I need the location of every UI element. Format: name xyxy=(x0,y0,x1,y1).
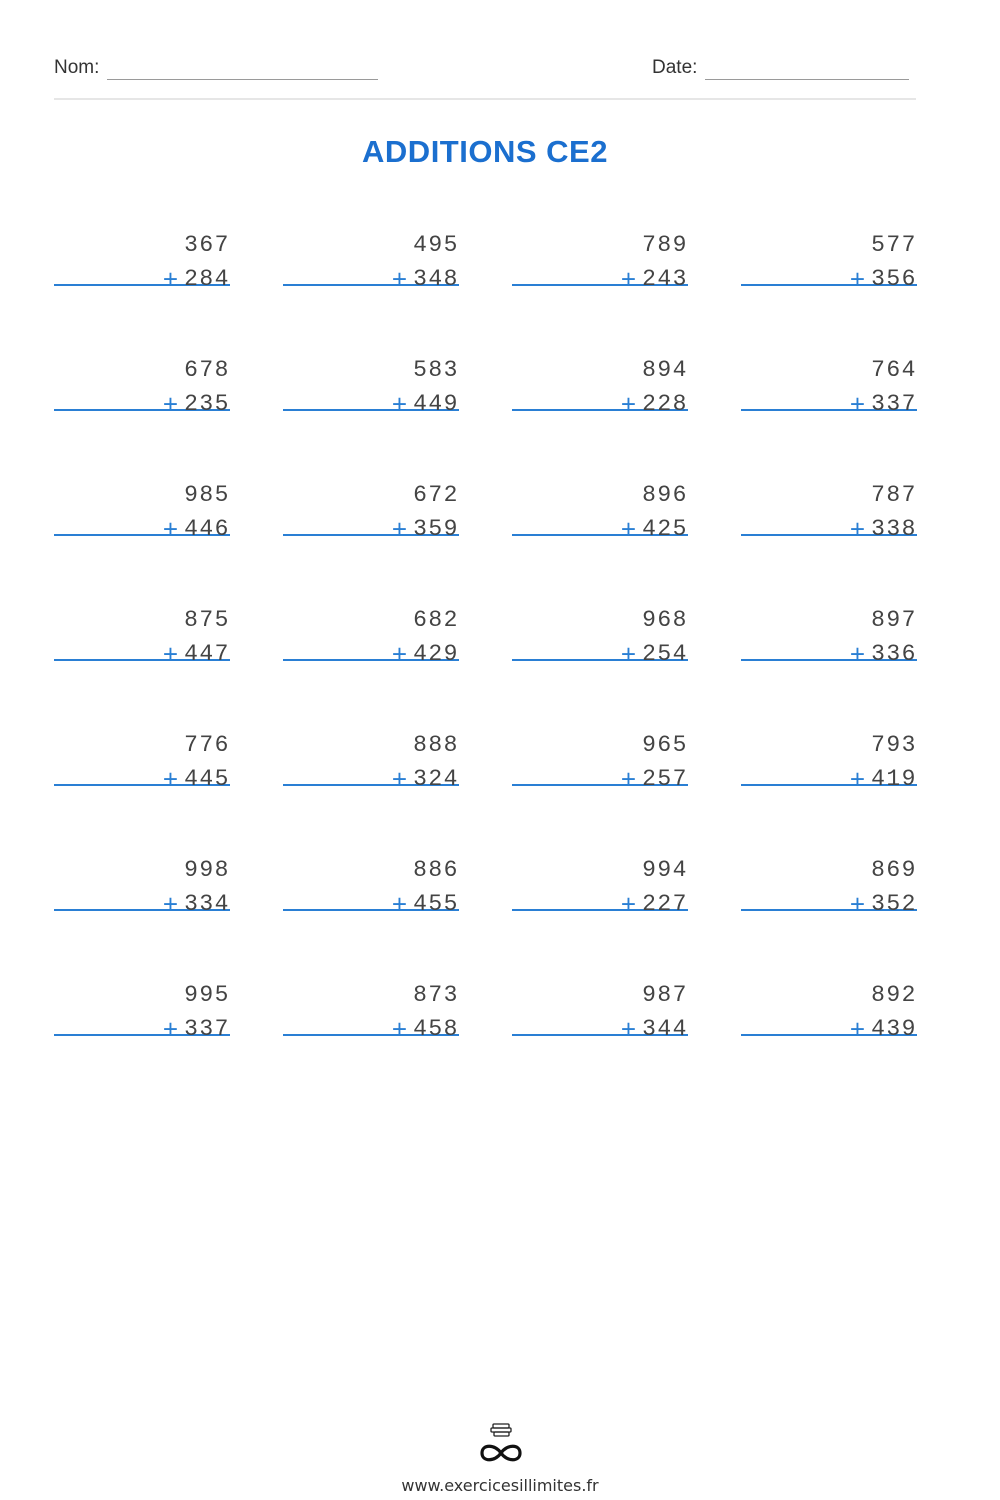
first-operand: 789 xyxy=(642,232,688,258)
second-operand: 352 xyxy=(871,891,917,917)
website-url: www.exercicesillimites.fr xyxy=(401,1476,599,1495)
addition-problem xyxy=(741,603,917,669)
plus-sign: + xyxy=(620,389,637,419)
plus-sign: + xyxy=(849,639,866,669)
addition-problem xyxy=(54,978,230,1044)
addition-problem xyxy=(54,853,230,919)
first-operand: 875 xyxy=(184,607,230,633)
addition-problem xyxy=(512,478,688,544)
second-row xyxy=(54,387,230,421)
plus-sign: + xyxy=(162,514,179,544)
second-row xyxy=(741,262,917,296)
addition-problem xyxy=(283,728,459,794)
second-row xyxy=(283,1012,459,1046)
first-operand: 682 xyxy=(413,607,459,633)
addition-problem xyxy=(512,228,688,294)
second-row xyxy=(283,512,459,546)
plus-sign: + xyxy=(391,514,408,544)
second-operand: 439 xyxy=(871,1016,917,1042)
second-row xyxy=(741,512,917,546)
second-row xyxy=(512,512,688,546)
second-operand: 334 xyxy=(184,891,230,917)
second-operand: 254 xyxy=(642,641,688,667)
plus-sign: + xyxy=(162,389,179,419)
first-operand: 892 xyxy=(871,982,917,1008)
first-operand: 897 xyxy=(871,607,917,633)
addition-problem xyxy=(283,353,459,419)
problems-grid xyxy=(54,228,917,1044)
second-row xyxy=(512,762,688,796)
first-operand: 995 xyxy=(184,982,230,1008)
date-label: Date: xyxy=(652,57,698,78)
second-operand: 449 xyxy=(413,391,459,417)
first-operand: 888 xyxy=(413,732,459,758)
addition-problem xyxy=(54,228,230,294)
plus-sign: + xyxy=(849,764,866,794)
second-operand: 458 xyxy=(413,1016,459,1042)
addition-problem xyxy=(54,728,230,794)
second-operand: 455 xyxy=(413,891,459,917)
infinity-books-icon xyxy=(474,1422,528,1466)
first-operand: 583 xyxy=(413,357,459,383)
plus-sign: + xyxy=(620,514,637,544)
first-operand: 968 xyxy=(642,607,688,633)
plus-sign: + xyxy=(849,514,866,544)
addition-problem xyxy=(741,478,917,544)
addition-problem xyxy=(54,603,230,669)
plus-sign: + xyxy=(391,389,408,419)
worksheet-title: ADDITIONS CE2 xyxy=(362,134,608,169)
second-row xyxy=(283,637,459,671)
first-operand: 495 xyxy=(413,232,459,258)
date-field xyxy=(652,56,909,80)
plus-sign: + xyxy=(620,264,637,294)
addition-problem xyxy=(512,978,688,1044)
plus-sign: + xyxy=(620,1014,637,1044)
first-operand: 998 xyxy=(184,857,230,883)
first-operand: 896 xyxy=(642,482,688,508)
addition-problem xyxy=(54,353,230,419)
second-operand: 344 xyxy=(642,1016,688,1042)
name-field xyxy=(54,56,378,80)
first-operand: 776 xyxy=(184,732,230,758)
second-row xyxy=(512,637,688,671)
addition-problem xyxy=(283,853,459,919)
second-operand: 446 xyxy=(184,516,230,542)
second-operand: 284 xyxy=(184,266,230,292)
second-row xyxy=(283,887,459,921)
plus-sign: + xyxy=(391,889,408,919)
plus-sign: + xyxy=(849,1014,866,1044)
first-operand: 367 xyxy=(184,232,230,258)
first-operand: 965 xyxy=(642,732,688,758)
addition-problem xyxy=(54,478,230,544)
plus-sign: + xyxy=(162,639,179,669)
second-row xyxy=(741,637,917,671)
plus-sign: + xyxy=(162,889,179,919)
second-row xyxy=(283,387,459,421)
second-operand: 429 xyxy=(413,641,459,667)
plus-sign: + xyxy=(620,639,637,669)
second-row xyxy=(512,387,688,421)
second-operand: 338 xyxy=(871,516,917,542)
addition-problem xyxy=(512,353,688,419)
second-operand: 324 xyxy=(413,766,459,792)
first-operand: 787 xyxy=(871,482,917,508)
first-operand: 869 xyxy=(871,857,917,883)
second-operand: 235 xyxy=(184,391,230,417)
second-row xyxy=(283,262,459,296)
second-operand: 337 xyxy=(871,391,917,417)
second-row xyxy=(54,887,230,921)
second-row xyxy=(283,762,459,796)
worksheet-header xyxy=(54,56,916,100)
first-operand: 672 xyxy=(413,482,459,508)
second-operand: 359 xyxy=(413,516,459,542)
second-row xyxy=(741,762,917,796)
second-row xyxy=(512,1012,688,1046)
second-row xyxy=(741,387,917,421)
plus-sign: + xyxy=(162,264,179,294)
second-row xyxy=(54,1012,230,1046)
addition-problem xyxy=(283,228,459,294)
plus-sign: + xyxy=(849,889,866,919)
second-row xyxy=(741,1012,917,1046)
second-row xyxy=(512,262,688,296)
first-operand: 764 xyxy=(871,357,917,383)
second-operand: 336 xyxy=(871,641,917,667)
addition-problem xyxy=(283,478,459,544)
plus-sign: + xyxy=(162,1014,179,1044)
plus-sign: + xyxy=(849,389,866,419)
first-operand: 577 xyxy=(871,232,917,258)
second-row xyxy=(54,262,230,296)
second-row xyxy=(512,887,688,921)
plus-sign: + xyxy=(391,264,408,294)
second-row xyxy=(741,887,917,921)
plus-sign: + xyxy=(391,764,408,794)
plus-sign: + xyxy=(391,1014,408,1044)
addition-problem xyxy=(283,978,459,1044)
first-operand: 678 xyxy=(184,357,230,383)
plus-sign: + xyxy=(849,264,866,294)
addition-problem xyxy=(512,728,688,794)
second-operand: 243 xyxy=(642,266,688,292)
first-operand: 886 xyxy=(413,857,459,883)
second-row xyxy=(54,512,230,546)
second-row xyxy=(54,637,230,671)
first-operand: 985 xyxy=(184,482,230,508)
second-operand: 425 xyxy=(642,516,688,542)
second-operand: 419 xyxy=(871,766,917,792)
name-label: Nom: xyxy=(54,57,100,78)
second-row xyxy=(54,762,230,796)
addition-problem xyxy=(512,853,688,919)
addition-problem xyxy=(283,603,459,669)
addition-problem xyxy=(512,603,688,669)
addition-problem xyxy=(741,728,917,794)
plus-sign: + xyxy=(620,764,637,794)
addition-problem xyxy=(741,228,917,294)
addition-problem xyxy=(741,978,917,1044)
second-operand: 348 xyxy=(413,266,459,292)
second-operand: 356 xyxy=(871,266,917,292)
second-operand: 257 xyxy=(642,766,688,792)
first-operand: 873 xyxy=(413,982,459,1008)
second-operand: 445 xyxy=(184,766,230,792)
name-blank-line xyxy=(107,57,378,80)
second-operand: 337 xyxy=(184,1016,230,1042)
plus-sign: + xyxy=(162,764,179,794)
first-operand: 994 xyxy=(642,857,688,883)
addition-problem xyxy=(741,853,917,919)
first-operand: 987 xyxy=(642,982,688,1008)
second-operand: 447 xyxy=(184,641,230,667)
plus-sign: + xyxy=(620,889,637,919)
addition-problem xyxy=(741,353,917,419)
second-operand: 227 xyxy=(642,891,688,917)
second-operand: 228 xyxy=(642,391,688,417)
first-operand: 894 xyxy=(642,357,688,383)
date-blank-line xyxy=(705,57,909,80)
plus-sign: + xyxy=(391,639,408,669)
first-operand: 793 xyxy=(871,732,917,758)
